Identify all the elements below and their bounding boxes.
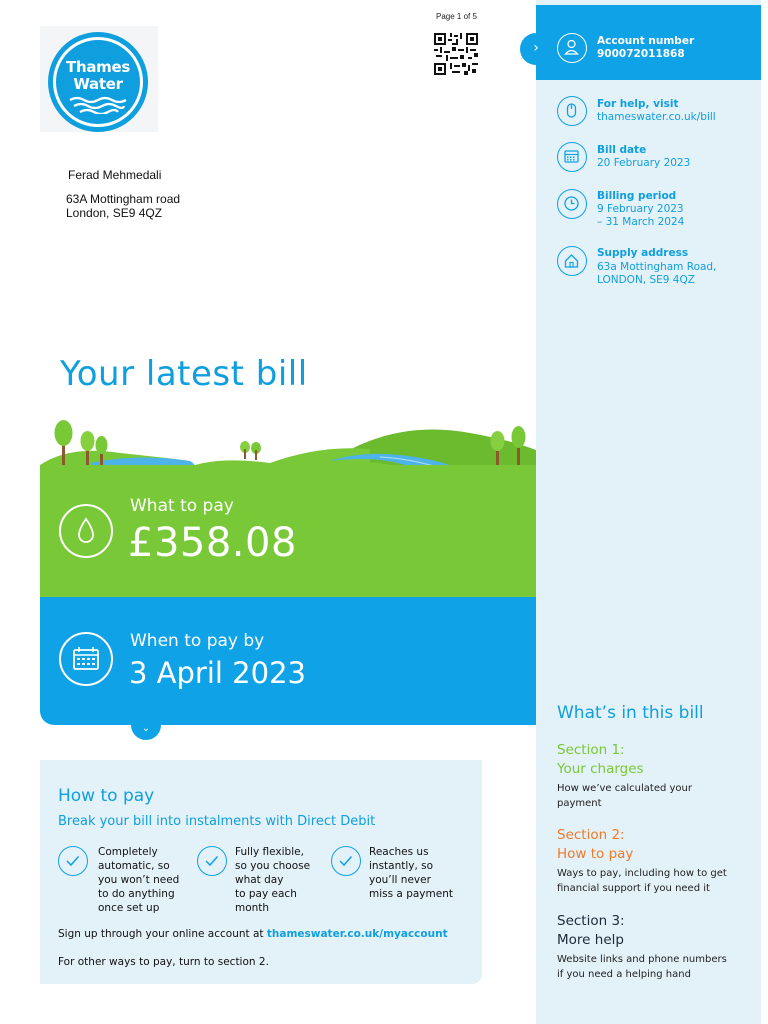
amount-due: £358.08 [128,520,297,566]
section-2-name: How to pay [557,846,634,862]
what-to-pay-label: What to pay [130,496,234,516]
logo-line-1: Thames [66,58,130,76]
how-to-pay-title: How to pay [58,786,155,806]
billing-period-start: 9 February 2023 [597,203,684,215]
other-ways-note: For other ways to pay, turn to section 2. [58,956,269,968]
supply-address-line-1: 63a Mottingham Road, [597,261,717,273]
check-icon [331,846,361,876]
section-2-desc-line-2: financial support if you need it [557,883,710,894]
logo-line-2: Water [73,75,123,93]
section-1-name: Your charges [557,761,644,777]
myaccount-link[interactable]: thameswater.co.uk/myaccount [266,928,448,940]
help-link[interactable]: thameswater.co.uk/bill [597,111,716,123]
section-3-desc-line-1: Website links and phone numbers [557,954,727,965]
billing-period-end: – 31 March 2024 [597,216,685,228]
billing-period-label: Billing period [597,190,677,202]
section-2-label: Section 2: [557,827,625,843]
bill-date-value: 20 February 2023 [597,157,691,169]
account-number-label: Account number [597,35,695,47]
due-date: 3 April 2023 [129,656,306,690]
when-to-pay-label: When to pay by [130,631,265,651]
how-to-pay-subtitle: Break your bill into instalments with Direct Debit [58,814,376,829]
clock-icon [557,189,587,219]
section-3-label: Section 3: [557,913,625,929]
whats-in-bill-title: What’s in this bill [557,703,704,723]
thames-water-logo [48,32,148,132]
feature-automatic: Completely automatic, so you won’t need to do anything once set up [98,846,180,914]
section-2-desc-line-1: Ways to pay, including how to get [557,868,727,879]
help-label: For help, visit [597,98,679,110]
recipient-address-line-1: 63A Mottingham road [66,192,181,206]
check-icon [197,846,227,876]
house-icon [557,246,587,276]
check-icon [58,846,88,876]
calendar-icon [59,632,113,686]
user-icon [557,33,587,63]
supply-address-line-2: LONDON, SE9 4QZ [597,274,695,286]
page-title: Your latest bill [60,354,308,394]
page-indicator: Page 1 of 5 [436,12,477,21]
chevron-right-icon: › [520,33,552,65]
section-1-desc-line-2: payment [557,798,602,809]
wave-icon [68,96,128,114]
qr-code-icon [434,33,478,75]
supply-address-label: Supply address [597,247,689,259]
logo-area [40,26,158,132]
water-drop-icon [59,504,113,558]
section-3-desc-line-2: if you need a helping hand [557,969,691,980]
section-1-label: Section 1: [557,742,625,758]
recipient-name: Ferad Mehmedali [68,168,162,182]
calendar-icon [557,142,587,172]
recipient-address-line-2: London, SE9 4QZ [66,206,163,220]
section-3-name: More help [557,932,624,948]
mouse-icon [557,96,587,126]
feature-flexible: Fully flexible, so you choose what day to pay each month [235,846,311,914]
section-1-desc-line-1: How we’ve calculated your [557,783,692,794]
bill-date-label: Bill date [597,144,647,156]
account-number-value: 900072011868 [597,48,685,60]
chevron-down-icon: ⌄ [131,720,161,740]
feature-instant: Reaches us instantly, so you’ll never miss a payment [369,846,453,900]
signup-line: Sign up through your online account at thameswater.co.uk/myaccount [58,928,448,940]
